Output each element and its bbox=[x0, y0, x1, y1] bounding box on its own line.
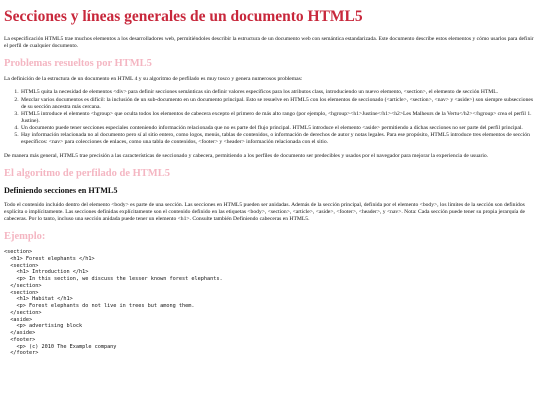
problems-list bbox=[4, 89, 534, 146]
sections-paragraph: Todo el contenido incluido dentro del elemento <body> es parte de una sección. Las secciones en HTML5 pueden ser anidadas. Además de la sección principal, definida por el elemento <body>, los límites de la sección son definidos explícita o implícitamente. Las secciones definidas explícitamente son el contenido definido en las etiquetas <body>, <section>, <article>, <aside>, <footer>, <header>, y <nav>. Nota: Cada sección puede tener su propia jerarquía de cabeceras. Por lo tanto, incluso una sección anidada puede tener un elemento <h1>. Consulte también Definiendo cabeceras en HTML5. bbox=[4, 201, 526, 222]
list-item: 4. Un documento puede tener secciones especiales conteniendo información relacionada que no es parte del flujo principal. HTML5 introduce el elemento <aside> permitiendo a dichas secciones no ser parte del perfil principal. bbox=[20, 125, 534, 132]
algorithm-heading: El algoritmo de perfilado de HTML5 bbox=[4, 167, 170, 179]
page-title: Secciones y líneas generales de un documento HTML5 bbox=[4, 8, 363, 25]
code-example: <section> <h1> Forest elephants </h1> <section> <h1> Introduction </h1> <p> In this section, we discuss the lesser known forest elephants. </section> <section> <h1> Habitat </h1> <p> Forest elephants do not live in trees but among them. </section> <aside> <p> advertising block </aside> <footer> <p> (c) 2010 The Example company </footer> bbox=[4, 249, 223, 357]
problems-heading: Problemas resueltos por HTML5 bbox=[4, 58, 152, 70]
sections-subheading: Definiendo secciones en HTML5 bbox=[4, 185, 118, 195]
list-item: 2. Mezclar varios documentos es difícil: la inclusión de un sub-documento en un documento principal. Esto se resuelve en HTML5 con los elementos de seccionado (<article>, <section>, <nav> y <aside>) son siempre subsecciones de su sección ancestra más cercana. bbox=[20, 97, 534, 111]
intro-paragraph: La especificación HTML5 trae muchos elementos a los desarrolladores web, permitiéndoles describir la estructura de un documento web con semántica estandarizada. Este documento describe estos elementos y cómo usarlos para definir el perfil de cualquier documento. bbox=[4, 35, 534, 49]
list-item: 3. HTML5 introduce el elemento <hgroup> que oculta todos los elementos de cabecera excepto el primero de más alto rango (por ejemplo, <hgroup><h1>Justine</h1><h2>Les Malheurs de la Vertu</h2></hgroup> crea el perfil 1. Justine). bbox=[20, 111, 534, 125]
example-heading: Ejemplo: bbox=[4, 231, 46, 243]
problems-closing: De manera más general, HTML5 trae precisión a las características de seccionado y cabecera, permitiendo a los perfiles de documento ser predecibles y usados por el navegador para mejorar la experiencia de usuario. bbox=[4, 152, 489, 159]
list-item: 1. HTML5 quita la necesidad de elementos <div> para definir secciones semánticas sin definir valores específicos para los atributos class, introduciendo un nuevo elemento, <section>, el elemento de sección HTML. bbox=[20, 89, 534, 96]
list-item: 5. Hay información relacionada no al documento pero sí al sitio entero, como logos, menús, tablas de contenidos, o información de derechos de autor y notas legales. Para ese propósito, HTML5 introduce tres elementos de sección específicos: <nav> para colecciones de enlaces, como una tabla de contenidos, <footer> y <header> información relacionada con el sitio. bbox=[20, 132, 534, 146]
problems-lead: La definición de la estructura de un documento en HTML 4 y su algoritmo de perfilado es muy tosco y genera numerosos problemas: bbox=[4, 76, 303, 83]
